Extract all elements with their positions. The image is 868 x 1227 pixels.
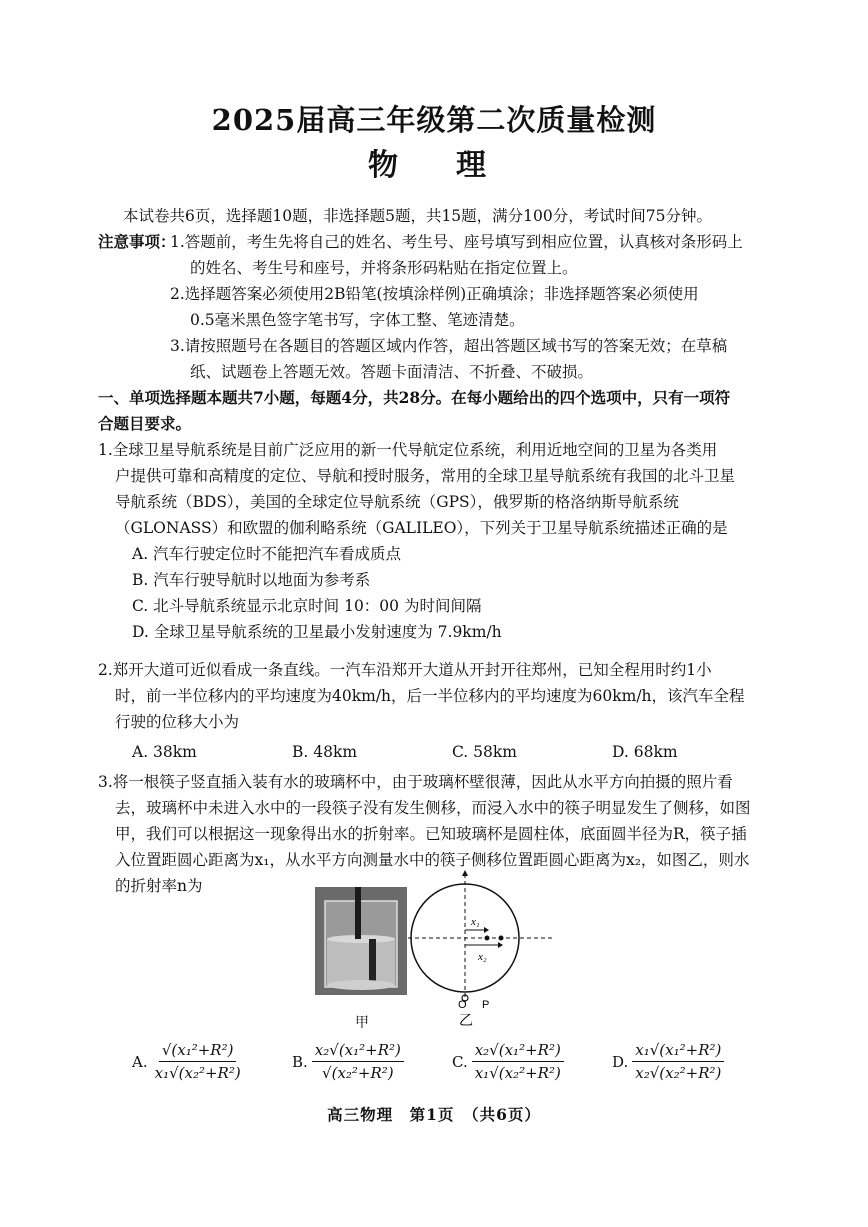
q3-option-c-numerator: x₂√(x₁²+R²)	[472, 1041, 564, 1062]
q3-stem-4: 入位置距圆心距离为x₁，从水平方向测量水中的筷子侧移位置距圆心距离为x₂，如图乙，则水	[115, 851, 750, 869]
x1-label: x₁	[471, 916, 480, 928]
q3-option-c-letter: C.	[452, 1052, 468, 1071]
figure-yi-label: 乙	[459, 1013, 473, 1028]
q3-stem-5: 的折射率n为	[115, 877, 203, 895]
q3-option-a-fraction	[152, 1041, 244, 1082]
q1-stem-3: 导航系统（BDS），美国的全球定位导航系统（GPS），俄罗斯的格洛纳斯导航系统	[115, 493, 679, 511]
q1-stem-1: 1.全球卫星导航系统是目前广泛应用的新一代导航定位系统，利用近地空间的卫星为各类用	[98, 441, 718, 459]
note-2a: 2.选择题答案必须使用2B铅笔(按填涂样例)正确填涂；非选择题答案必须使用	[170, 285, 699, 303]
section-1-heading-cont: 合题目要求。	[98, 414, 192, 433]
q3-option-a-numerator: √(x₁²+R²)	[159, 1041, 237, 1062]
q3-stem-2: 去，玻璃杯中未进入水中的一段筷子没有发生侧移，而浸入水中的筷子明显发生了侧移，如图	[115, 799, 751, 817]
x2-arrowhead-icon	[498, 942, 503, 948]
q3-option-c-denominator: x₁√(x₂²+R²)	[474, 1064, 561, 1082]
x1-arrowhead-icon	[484, 927, 489, 933]
q2-option-b: B. 48km	[292, 743, 358, 761]
q3-option-a-letter: A.	[132, 1052, 148, 1071]
q1-stem-2: 户提供可靠和高精度的定位、导航和授时服务，常用的全球卫星导航系统有我国的北斗卫星	[115, 467, 736, 485]
note-1a: 1.答题前，考生先将自己的姓名、考生号、座号填写到相应位置，认真核对条形码上	[170, 233, 743, 251]
point-p-label: P	[482, 999, 490, 1011]
q2-option-c: C. 58km	[452, 743, 517, 761]
shifted-point	[499, 936, 504, 941]
chopstick-in-water	[369, 939, 376, 983]
q3-option-c-fraction	[472, 1041, 564, 1082]
glass-bottom	[327, 980, 395, 990]
q3-option-d-numerator: x₁√(x₁²+R²)	[632, 1041, 724, 1062]
exam-intro: 本试卷共6页，选择题10题，非选择题5题，共15题，满分100分，考试时间75分钟。	[123, 207, 712, 225]
q3-option-d	[612, 1041, 724, 1082]
q3-option-a-denominator: x₁√(x₂²+R²)	[154, 1064, 241, 1082]
q2-option-d: D. 68km	[612, 743, 678, 761]
q3-stem-3: 甲，我们可以根据这一现象得出水的折射率。已知玻璃杯是圆柱体，底面圆半径为R，筷子插	[115, 825, 747, 843]
section-1-heading: 一、单项选择题本题共7小题，每题4分，共28分。在每小题给出的四个选项中，只有一项符	[98, 388, 731, 407]
q1-option-c: C. 北斗导航系统显示北京时间 10：00 为时间间隔	[132, 597, 482, 615]
q3-option-b-denominator: √(x₂²+R²)	[322, 1064, 394, 1082]
q1-option-b: B. 汽车行驶导航时以地面为参考系	[132, 571, 371, 589]
q1-option-a: A. 汽车行驶定位时不能把汽车看成质点	[132, 545, 402, 563]
q3-option-d-denominator: x₂√(x₂²+R²)	[635, 1064, 722, 1082]
q3-option-b	[292, 1041, 404, 1082]
note-3a: 3.请按照题号在各题目的答题区域内作答，超出答题区域书写的答案无效；在草稿	[170, 337, 728, 355]
note-1b: 的姓名、考生号和座号，并将条形码粘贴在指定位置上。	[190, 259, 578, 277]
q1-stem-4: （GLONASS）和欧盟的伽利略系统（GALILEO），下列关于卫星导航系统描述正确的是	[115, 519, 728, 537]
water-region	[327, 939, 395, 985]
q3-option-a	[132, 1041, 244, 1082]
q3-option-b-fraction	[312, 1041, 404, 1082]
q2-stem-3: 行驶的位移大小为	[115, 713, 240, 731]
q2-stem-1: 2.郑开大道可近似看成一条直线。一汽车沿郑开大道从开封开往郑州，已知全程用时约1小	[98, 661, 712, 679]
subject-title: 物 理	[368, 148, 500, 183]
q3-option-c	[452, 1041, 564, 1082]
q3-option-b-numerator: x₂√(x₁²+R²)	[312, 1041, 404, 1062]
q2-option-a: A. 38km	[132, 743, 197, 761]
point-o-label: O	[458, 999, 467, 1011]
q3-option-d-fraction	[632, 1041, 724, 1082]
chopstick-above-water	[355, 887, 361, 939]
figure-yi-diagram	[408, 870, 558, 1028]
insert-point	[485, 936, 490, 941]
axis-arrow-icon	[462, 870, 468, 876]
note-3b: 纸、试题卷上答题无效。答题卡面清洁、不折叠、不破损。	[190, 363, 594, 381]
q3-option-b-letter: B.	[292, 1052, 308, 1071]
page-footer: 高三物理 第1页 （共6页）	[327, 1105, 541, 1124]
q3-option-d-letter: D.	[612, 1052, 629, 1071]
q3-stem-1: 3.将一根筷子竖直插入装有水的玻璃杯中，由于玻璃杯壁很薄，因此从水平方向拍摄的照片看	[98, 773, 733, 791]
q1-option-d: D. 全球卫星导航系统的卫星最小发射速度为 7.9km/h	[132, 623, 502, 641]
figure-jia-label: 甲	[355, 1015, 369, 1031]
figure-jia-photo	[315, 887, 407, 995]
notes-label: 注意事项：	[98, 232, 176, 251]
x2-label: x₂	[478, 951, 487, 963]
note-2b: 0.5毫米黑色签字笔书写，字体工整、笔迹清楚。	[190, 311, 525, 329]
q2-stem-2: 时，前一半位移内的平均速度为40km/h，后一半位移内的平均速度为60km/h，该汽车全程	[115, 687, 745, 705]
exam-title: 2025届高三年级第二次质量检测	[211, 103, 657, 137]
